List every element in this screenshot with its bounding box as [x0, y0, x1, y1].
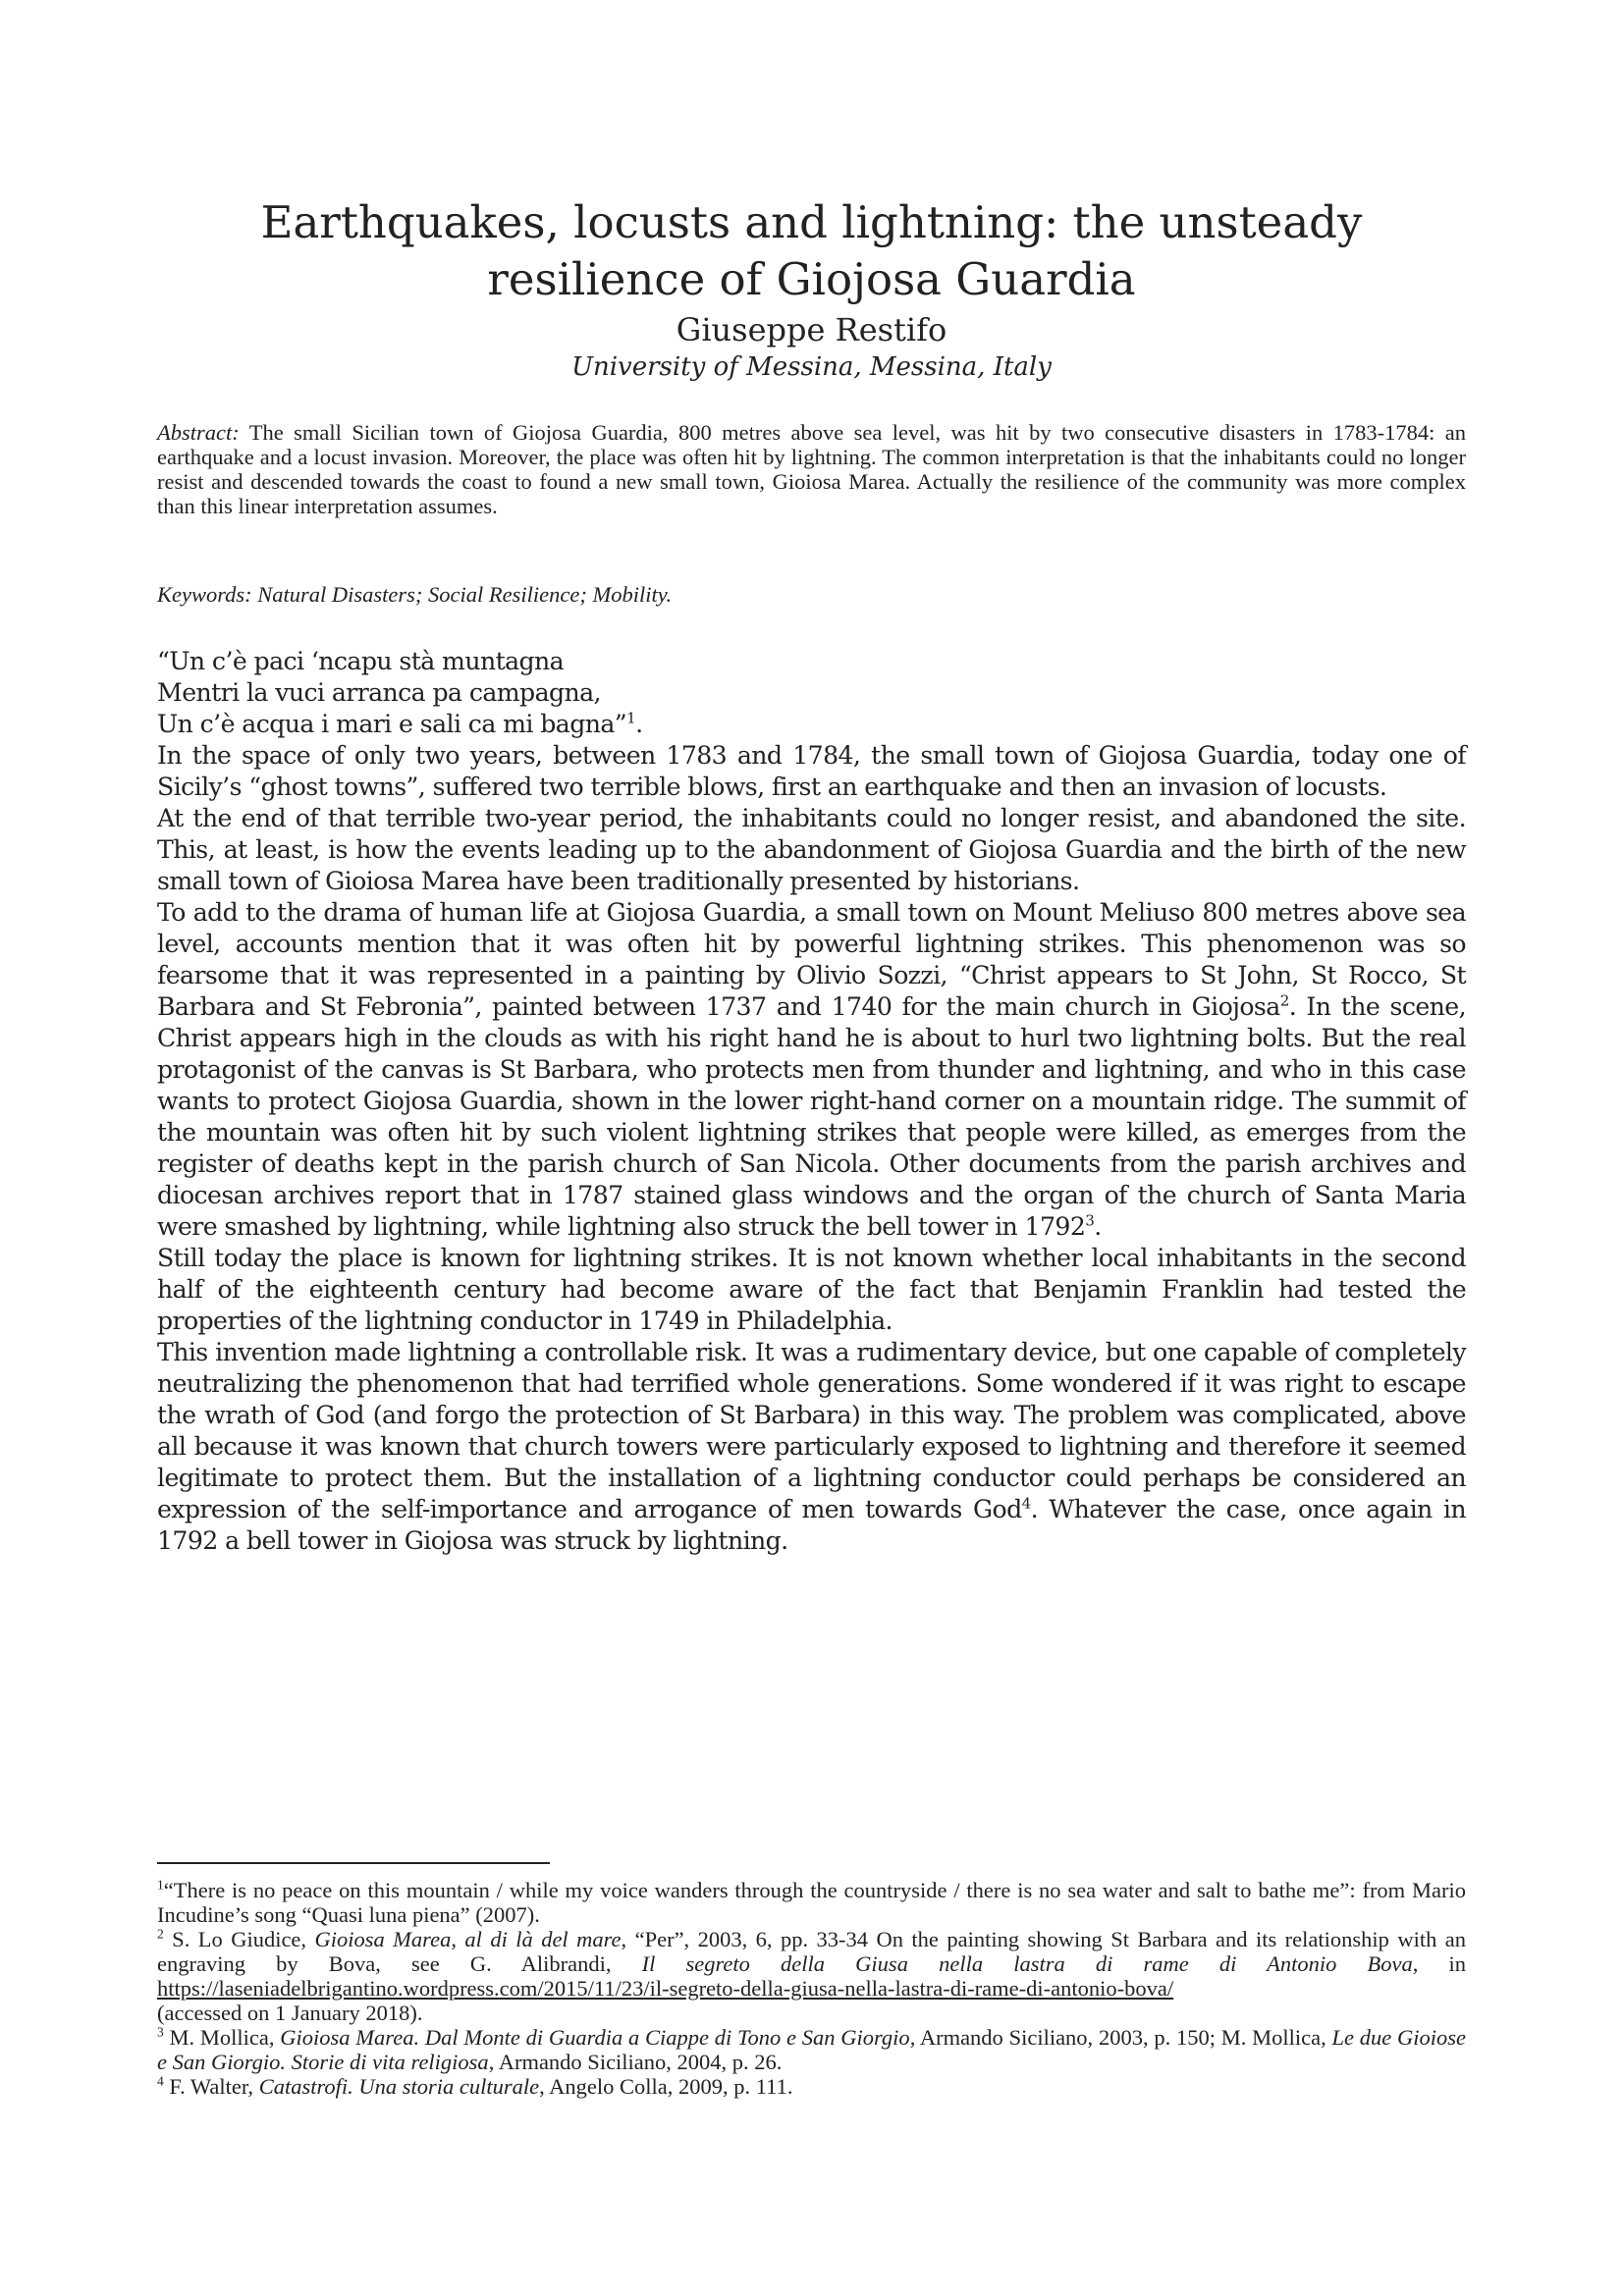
footnote — [157, 1927, 1466, 2025]
footnote-ref[interactable]: 4 — [1021, 1494, 1031, 1513]
footnote-text: , Angelo Colla, 2009, p. 111. — [539, 2074, 793, 2099]
paragraph — [157, 1337, 1466, 1557]
footnotes — [157, 1878, 1466, 2099]
paragraph: Still today the place is known for lightning strikes. It is not known whether local inhabitants in the second half of the eighteenth century had become aware of the fact that Benjamin Franklin had tested the properties of the lightning conductor in 1749 in Philadelphia. — [157, 1244, 1466, 1335]
paragraph-text: . In the scene, Christ appears high in the clouds as with his right hand he is about to hurl two lightning bolts. But the real protagonist of the canvas is St Barbara, who protects men from thunder and lightning, and who in this case wants to protect Giojosa Guardia, shown in the lower right-hand corner on a mountain ridge. The summit of the mountain was often hit by such violent lightning strikes that people were killed, as emerges from the register of deaths kept in the parish church of San Nicola. Other documents from the parish archives and diocesan archives report that in 1787 stained glass windows and the organ of the church of Santa Maria were smashed by lightning, while lightning also struck the bell tower in 1792 — [157, 992, 1466, 1241]
footnote-ref[interactable]: 2 — [1279, 991, 1289, 1010]
paragraph: In the space of only two years, between 1783 and 1784, the small town of Giojosa Guardia, today one of Sicily’s “ghost towns”, suffered two terrible blows, first an earthquake and then an invasion of locusts. — [157, 741, 1466, 801]
footnote-number: 4 — [157, 2073, 164, 2089]
footnote-number: 1 — [157, 1877, 164, 1893]
footnote-title: Il segreto della Giusa nella lastra di rame di Antonio Bova — [641, 1951, 1413, 1976]
footnote-text: F. Walter, — [163, 2074, 259, 2099]
body-text — [157, 646, 1466, 1557]
footnote-divider — [157, 1862, 550, 1864]
footnote-title: Catastrofi. Una storia culturale — [258, 2074, 540, 2099]
footnote-text: M. Mollica, — [163, 2025, 281, 2050]
keywords: Keywords: Natural Disasters; Social Resilience; Mobility. — [157, 582, 673, 607]
footnote-title: Gioiosa Marea. Dal Monte di Guardia a Ciappe di Tono e San Giorgio — [280, 2025, 910, 2050]
footnote-number: 2 — [157, 1926, 164, 1942]
footnote-title: Le due Gioiose e San Giorgio. Storie di vita religiosa — [157, 2025, 1466, 2074]
footnote-text: “There is no peace on this mountain / while my voice wanders through the countryside / there is no sea water and salt to bathe me”: from Mario Incudine’s song “Quasi luna piena” (2007). — [157, 1878, 1466, 1927]
footnote-ref[interactable]: 3 — [1085, 1211, 1095, 1230]
paragraph-text: . — [1094, 1212, 1102, 1241]
footnote-ref[interactable]: 1 — [626, 709, 636, 727]
author-name: Giuseppe Restifo — [676, 311, 947, 348]
footnote-text: (accessed on 1 January 2018). — [157, 2001, 423, 2025]
footnote-text: S. Lo Giudice, — [163, 1927, 315, 1951]
abstract-label: Abstract: — [157, 420, 240, 445]
verse-line: “Un c’è paci ‘ncapu stà muntagna — [157, 647, 565, 675]
author-affiliation: University of Messina, Messina, Italy — [571, 352, 1052, 382]
footnote — [157, 2074, 1466, 2099]
paragraph-text: . Whatever the case, once again in 1792 a bell tower in Giojosa was struck by lightning. — [157, 1495, 1467, 1555]
footnote-text: , “Per”, 2003, 6, pp. 33-34 On the painting showing St Barbara and its relationship with an engraving by Bova, see G. Alibrandi, — [157, 1927, 1466, 1976]
footnote-number: 3 — [157, 2024, 164, 2040]
verse-line-text: Un c’è acqua i mari e sali ca mi bagna” — [157, 710, 627, 738]
verse-line: Mentri la vuci arranca pa campagna, — [157, 678, 601, 707]
footnote-text: , in — [1412, 1951, 1466, 1976]
paragraph-text: To add to the drama of human life at Giojosa Guardia, a small town on Mount Meliuso 800 metres above sea level, accounts mention that it was often hit by powerful lightning strikes. This phenomenon was so fearsome that it was represented in a painting by Olivio Sozzi, “Christ appears to St John, St Rocco, St Barbara and St Febronia”, painted between 1737 and 1740 for the main church in Giojosa — [157, 898, 1466, 1021]
paragraph: At the end of that terrible two-year period, the inhabitants could no longer resist, and abandoned the site. This, at least, is how the events leading up to the abandonment of Giojosa Guardia and the birth of the new small town of Gioiosa Marea have been traditionally presented by historians. — [157, 804, 1466, 895]
footnote-link[interactable]: https://laseniadelbrigantino.wordpress.com/2015/11/23/il-segreto-della-giusa-nella-lastra-di-rame-di-antonio-bova/ — [157, 1976, 1174, 2001]
footnote — [157, 2025, 1466, 2074]
footnote-text: , Armando Siciliano, 2004, p. 26. — [488, 2050, 783, 2074]
paragraph — [157, 897, 1466, 1243]
paragraph-text: This invention made lightning a controllable risk. It was a rudimentary device, but one capable of completely neutralizing the phenomenon that had terrified whole generations. Some wondered if it was right to escape the wrath of God (and forgo the protection of St Barbara) in this way. The problem was complicated, above all because it was known that church towers were particularly exposed to lightning and therefore it seemed legitimate to protect them. But the installation of a lightning conductor could perhaps be considered an expression of the self-importance and arrogance of men towards God — [157, 1338, 1466, 1523]
verse-line-end: . — [635, 710, 643, 738]
footnote — [157, 1878, 1466, 1927]
paper-title: Earthquakes, locusts and lightning: the unsteady resilience of Giojosa Guardia — [260, 196, 1363, 305]
abstract-text: The small Sicilian town of Giojosa Guardia, 800 metres above sea level, was hit by two consecutive disasters in 1783-1784: an earthquake and a locust invasion. Moreover, the place was often hit by lightning. The common interpretation is that the inhabitants could no longer resist and descended towards the coast to found a new small town, Gioiosa Marea. Actually the resilience of the community was more complex than this linear interpretation assumes. — [157, 420, 1466, 518]
footnote-title: Gioiosa Marea, al di là del mare — [314, 1927, 622, 1951]
abstract — [157, 420, 1466, 518]
verse-line — [157, 709, 1466, 740]
footnote-text: , Armando Siciliano, 2003, p. 150; M. Mollica, — [909, 2025, 1332, 2050]
